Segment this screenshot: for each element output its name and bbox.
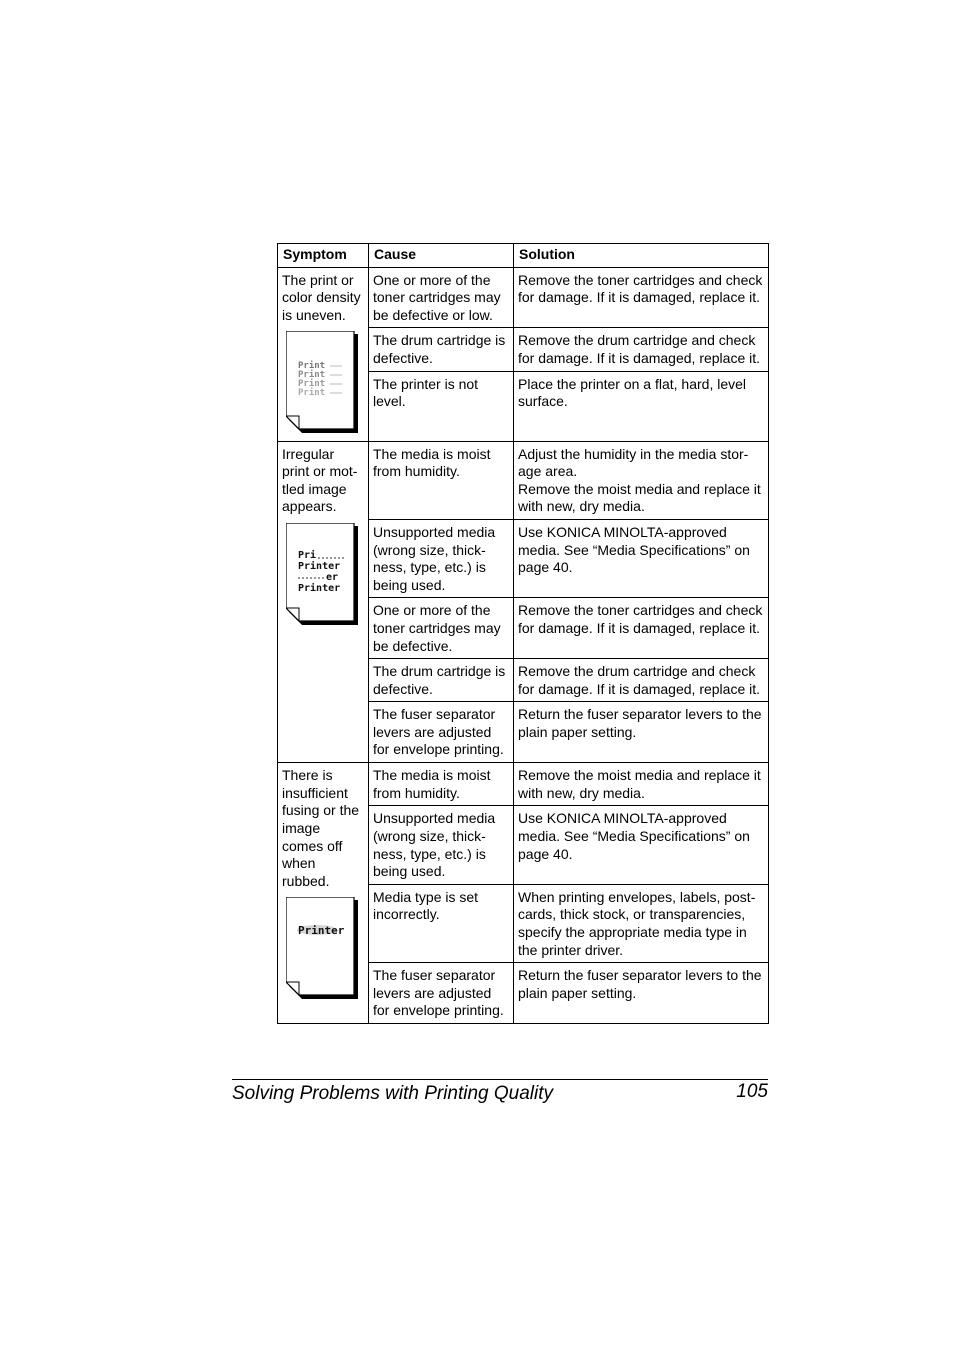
table-row	[278, 267, 769, 328]
svg-text:er: er	[326, 571, 339, 583]
footer-page-number: 105	[736, 1081, 768, 1102]
solution-cell: Remove the toner cartridges and check for damage. If it is damaged, replace it.	[514, 267, 769, 328]
table-row	[278, 763, 769, 806]
symptom-cell	[278, 267, 369, 441]
svg-text:Printer: Printer	[298, 924, 345, 938]
symptom-text: The print or color density is uneven.	[282, 271, 361, 323]
solution-cell: Remove the moist media and replace it with new, dry media.	[514, 763, 769, 806]
header-solution: Solution	[514, 244, 769, 268]
solution-cell: Place the printer on a flat, hard, level surface.	[514, 371, 769, 441]
symptom-cell	[278, 763, 369, 1024]
cause-cell: The drum cartridge is defective.	[369, 328, 514, 371]
solution-cell	[514, 441, 769, 519]
header-cause: Cause	[369, 244, 514, 268]
cause-cell: Media type is set incorrectly.	[369, 884, 514, 962]
solution-cell: Remove the drum cartridge and check for damage. If it is damaged, replace it.	[514, 328, 769, 371]
cause-cell: Unsupported media (wrong size, thick-ness, type, etc.) is being used.	[369, 806, 514, 884]
table-header-row	[278, 244, 769, 268]
header-symptom: Symptom	[278, 244, 369, 268]
cause-cell: The printer is not level.	[369, 371, 514, 441]
cause-cell: The fuser separator levers are adjusted for envelope printing.	[369, 702, 514, 763]
footer-divider	[232, 1079, 768, 1080]
svg-text:Print: Print	[298, 361, 326, 372]
solution-cell: When printing envelopes, labels, post-cards, thick stock, or transparencies, specify the appropriate media type in the printer driver.	[514, 884, 769, 962]
troubleshooting-table	[277, 243, 769, 1024]
cause-cell: The fuser separator levers are adjusted for envelope printing.	[369, 963, 514, 1024]
solution-cell: Return the fuser separator levers to the plain paper setting.	[514, 702, 769, 763]
solution-cell: Remove the drum cartridge and check for damage. If it is damaged, replace it.	[514, 659, 769, 702]
svg-text:Print: Print	[298, 370, 326, 381]
svg-text:Pri: Pri	[298, 549, 317, 561]
symptom-cell	[278, 441, 369, 763]
svg-text:Print: Print	[298, 379, 326, 390]
solution-cell: Remove the toner cartridges and check for damage. If it is damaged, replace it.	[514, 598, 769, 659]
cause-cell: Unsupported media (wrong size, thick-ness, type, etc.) is being used.	[369, 519, 514, 597]
svg-text:Printer: Printer	[298, 560, 341, 572]
solution-cell: Use KONICA MINOLTA-approved media. See “Media Specifications” on page 40.	[514, 806, 769, 884]
page-sample-mottled-icon	[286, 523, 358, 623]
svg-text:Print: Print	[298, 388, 326, 399]
table-row	[278, 441, 769, 519]
solution-cell: Return the fuser separator levers to the plain paper setting.	[514, 963, 769, 1024]
svg-text:Printer: Printer	[298, 582, 341, 594]
cause-cell: One or more of the toner cartridges may be defective.	[369, 598, 514, 659]
symptom-text: There is insufficient fusing or the image comes off when rubbed.	[282, 767, 360, 889]
symptom-text: Irregular print or mot-tled image appears.	[282, 445, 358, 515]
footer-section-title: Solving Problems with Printing Quality	[232, 1083, 554, 1104]
solution-line: Remove the moist media and replace it with new, dry media.	[518, 480, 761, 515]
page-sample-smeared-icon	[286, 897, 358, 997]
cause-cell: The drum cartridge is defective.	[369, 659, 514, 702]
solution-line: Adjust the humidity in the media stor-age area.	[518, 445, 749, 480]
cause-cell: One or more of the toner cartridges may be defective or low.	[369, 267, 514, 328]
cause-cell: The media is moist from humidity.	[369, 441, 514, 519]
solution-cell: Use KONICA MINOLTA-approved media. See “Media Specifications” on page 40.	[514, 519, 769, 597]
cause-cell: The media is moist from humidity.	[369, 763, 514, 806]
page-sample-uneven-icon	[286, 331, 358, 431]
